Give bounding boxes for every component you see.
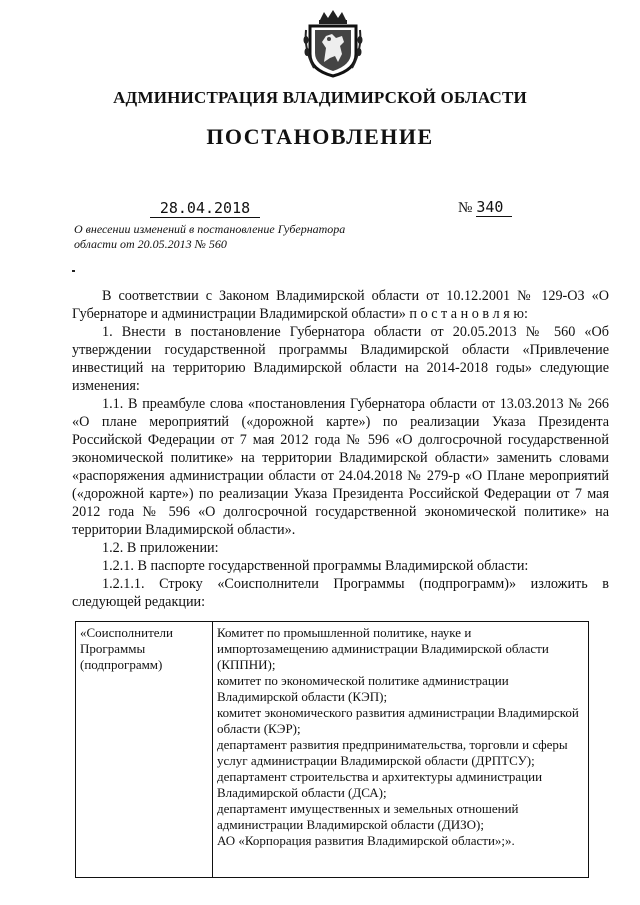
coexecutors-table xyxy=(75,621,589,878)
paragraph-item-1-2-1: 1.2.1. В паспорте государственной программы Владимирской области: xyxy=(102,558,529,574)
table-label-cell: «Соисполнители Программы (подпрограмм) xyxy=(76,622,213,877)
table-line: департамент развития предпринимательства, торговли и сферы услуг администрации Владимирской области (ДРПТСУ); xyxy=(217,737,568,768)
document-body xyxy=(72,287,609,611)
paragraph-item-1-1: 1.1. В преамбуле слова «постановления Губернатора области от 13.03.2013 № 266 «О плане мероприятий («дорожной карте») по реализации Указа Президента Российской Федерации от 7 мая 2012 года № 596 «О долгосрочной государственной экономической политике» на территории Владимирской области» заменить словами «распоряжения администрации области от 24.04.2018 № 279-р «О Плане мероприятий («дорожной карте») по реализации Указа Президента Российской Федерации от 7 мая 2012 года № 596 «О долгосрочной государственной экономической политике» на территории Владимирской области». xyxy=(72,396,609,538)
table-line: АО «Корпорация развития Владимирской области»;». xyxy=(217,833,515,848)
paragraph-item-1-2-1-1: 1.2.1.1. Строку «Соисполнители Программы (подпрограмм)» изложить в следующей редакции: xyxy=(72,576,609,610)
coat-of-arms-icon xyxy=(302,10,364,78)
table-line: комитет экономического развития администрации Владимирской области (КЭР); xyxy=(217,705,579,736)
table-line: комитет по экономической политике администрации Владимирской области (КЭП); xyxy=(217,673,509,704)
document-date: 28.04.2018 xyxy=(150,200,260,218)
table-line: департамент строительства и архитектуры администрации Владимирской области (ДСА); xyxy=(217,769,543,800)
table-line: департамент имущественных и земельных отношений администрации Владимирской области (ДИЗО); xyxy=(217,801,519,832)
document-subject: О внесении изменений в постановление Губернатора области от 20.05.2013 № 560 xyxy=(74,222,346,251)
document-type-title: ПОСТАНОВЛЕНИЕ xyxy=(206,124,434,149)
paragraph-item-1-2: 1.2. В приложении: xyxy=(102,540,219,556)
table-line: Комитет по промышленной политике, науке и импортозамещению администрации Владимирской области (КППНИ); xyxy=(217,625,549,672)
number-value: 340 xyxy=(476,199,512,217)
paragraph-preamble: В соответствии с Законом Владимирской области от 10.12.2001 № 129-ОЗ «О Губернаторе и администрации Владимирской области» п о с т а н о в л я ю: xyxy=(72,288,609,322)
document-number xyxy=(458,199,538,217)
table-value-cell xyxy=(213,622,588,877)
stray-mark xyxy=(72,270,75,272)
organization-title: АДМИНИСТРАЦИЯ ВЛАДИМИРСКОЙ ОБЛАСТИ xyxy=(113,88,527,107)
number-sign: № xyxy=(458,200,473,216)
paragraph-item-1: 1. Внести в постановление Губернатора области от 20.05.2013 № 560 «Об утверждении государственной программы Владимирской области «Привлечение инвестиций на территорию Владимирской области на 2014-2018 годы» следующие изменения: xyxy=(72,324,609,394)
